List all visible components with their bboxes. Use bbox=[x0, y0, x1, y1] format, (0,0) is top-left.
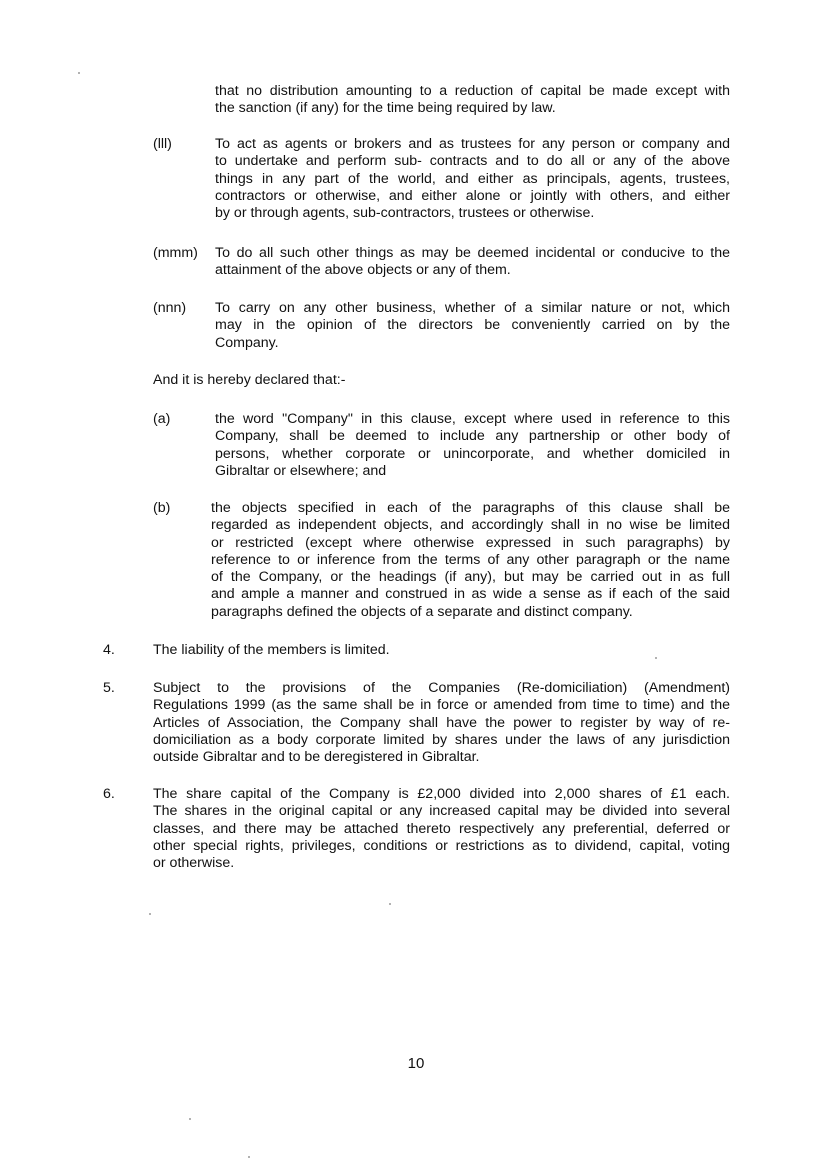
text-line: Gibraltar or elsewhere; and bbox=[215, 462, 387, 479]
text-line: Articles of Association, the Company shall have the power to register by way of re- bbox=[153, 714, 730, 731]
text-line: may in the opinion of the directors be conveniently carried on by the bbox=[215, 317, 730, 334]
text-line: that no distribution amounting to a reduction of capital be made except with bbox=[215, 83, 730, 99]
text-line: other special rights, privileges, conditions or restrictions as to dividend, capital, voting bbox=[153, 837, 730, 854]
declaration-intro: And it is hereby declared that:- bbox=[153, 372, 346, 388]
subclause-text-lll bbox=[215, 136, 730, 222]
text-line: To act as agents or brokers and as trustees for any person or company and bbox=[215, 136, 730, 152]
text-line: contractors or otherwise, and either alone or jointly with others, and either bbox=[215, 187, 730, 204]
text-line: to undertake and perform sub- contracts and to do all or any of the above bbox=[215, 153, 730, 170]
text-line: The share capital of the Company is £2,000 divided into 2,000 shares of £1 each. bbox=[153, 786, 730, 802]
scan-speck bbox=[189, 1118, 191, 1120]
clause-number-4: 4. bbox=[103, 642, 115, 658]
subclause-label-mmm: (mmm) bbox=[153, 245, 198, 261]
declaration-label-b: (b) bbox=[153, 500, 171, 516]
scan-speck bbox=[248, 1156, 250, 1158]
text-line: reference to or inference from the terms of any other paragraph or the name bbox=[211, 551, 730, 568]
text-line: outside Gibraltar and to be deregistered in Gibraltar. bbox=[153, 749, 480, 766]
subclause-text-nnn bbox=[215, 300, 730, 352]
declaration-label-a: (a) bbox=[153, 411, 171, 427]
text-line: of the Company, or the headings (if any), but may be carried out in as full bbox=[211, 569, 730, 586]
text-line: To do all such other things as may be deemed incidental or conducive to the bbox=[215, 245, 730, 261]
text-line: Subject to the provisions of the Companies (Re-domiciliation) (Amendment) bbox=[153, 680, 730, 696]
subclause-label-nnn: (nnn) bbox=[153, 300, 187, 316]
subclause-label-lll: (lll) bbox=[153, 136, 172, 152]
text-line: The shares in the original capital or any increased capital may be divided into several bbox=[153, 803, 730, 820]
text-line: To carry on any other business, whether of a similar nature or not, which bbox=[215, 300, 730, 316]
clause-number-6: 6. bbox=[103, 786, 115, 802]
scan-speck bbox=[78, 72, 80, 74]
text-line: Regulations 1999 (as the same shall be in force or amended from time to time) and the bbox=[153, 697, 730, 714]
clause-text-6 bbox=[153, 786, 730, 872]
clause-text-5 bbox=[153, 680, 730, 766]
text-line: attainment of the above objects or any of them. bbox=[215, 262, 511, 279]
text-line: by or through agents, sub-contractors, trustees or otherwise. bbox=[215, 205, 595, 222]
text-line: domiciliation as a body corporate limited by shares under the laws of any jurisdiction bbox=[153, 731, 730, 748]
text-line: the objects specified in each of the paragraphs of this clause shall be bbox=[211, 500, 730, 516]
clause-text-4: The liability of the members is limited. bbox=[153, 642, 390, 658]
text-line: and ample a manner and construed in as wide a sense as if each of the said bbox=[211, 586, 730, 603]
text-line: Company. bbox=[215, 334, 279, 351]
text-line: the word "Company" in this clause, except where used in reference to this bbox=[215, 411, 730, 427]
scan-speck bbox=[149, 913, 151, 915]
continuation-paragraph bbox=[215, 83, 730, 118]
text-line: or restricted (except where otherwise expressed in such paragraphs) by bbox=[211, 534, 730, 551]
text-line: paragraphs defined the objects of a separate and distinct company. bbox=[211, 603, 633, 620]
text-line: classes, and there may be attached thereto respectively any preferential, deferred or bbox=[153, 820, 730, 837]
text-line: the sanction (if any) for the time being required by law. bbox=[215, 100, 556, 117]
text-line: things in any part of the world, and either as principals, agents, trustees, bbox=[215, 170, 730, 187]
scan-speck bbox=[655, 657, 657, 659]
clause-number-5: 5. bbox=[103, 680, 115, 696]
text-line: regarded as independent objects, and accordingly shall in no wise be limited bbox=[211, 517, 730, 534]
page-number: 10 bbox=[407, 1055, 425, 1072]
declaration-text-b bbox=[211, 500, 730, 621]
scan-speck bbox=[389, 903, 391, 905]
text-line: or otherwise. bbox=[153, 855, 235, 872]
text-line: Company, shall be deemed to include any partnership or other body of bbox=[215, 428, 730, 445]
text-line: persons, whether corporate or unincorporate, and whether domiciled in bbox=[215, 445, 730, 462]
declaration-text-a bbox=[215, 411, 730, 480]
subclause-text-mmm bbox=[215, 245, 730, 280]
